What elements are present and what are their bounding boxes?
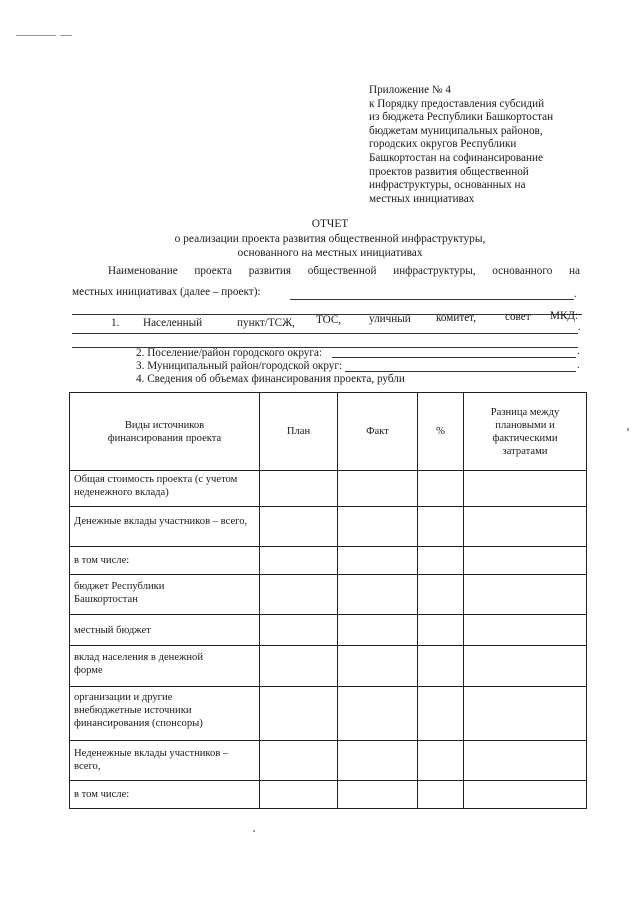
row-label: Денежные вклады участников – всего,: [70, 507, 260, 547]
row-label: Общая стоимость проекта (с учетом неденежного вклада): [70, 471, 260, 507]
table-row: [70, 575, 587, 615]
appendix-line: местных инициативах: [369, 192, 475, 205]
appendix-line: городских округов Республики: [369, 138, 517, 151]
cell-plan[interactable]: [260, 615, 338, 646]
scan-mark-top-left: [16, 35, 56, 36]
table-row: [70, 646, 587, 687]
cell-difference[interactable]: [464, 687, 587, 741]
item-1-word: ТОС,: [316, 314, 342, 326]
report-title: ОТЧЕТ: [311, 218, 349, 230]
cell-difference[interactable]: [464, 471, 587, 507]
scan-mark-right: [627, 428, 629, 431]
settlement-field[interactable]: [72, 333, 578, 334]
cell-fact[interactable]: [338, 471, 418, 507]
cell-percent[interactable]: [418, 575, 464, 615]
cell-plan[interactable]: [260, 471, 338, 507]
project-name-dot: .: [574, 289, 577, 300]
appendix-block: [369, 84, 599, 206]
table-row: [70, 547, 587, 575]
item-3-label: 3. Муниципальный район/городской округ:: [136, 360, 343, 372]
row-label: бюджет Республики Башкортостан: [70, 575, 260, 615]
cell-percent[interactable]: [418, 615, 464, 646]
table-row: [70, 507, 587, 547]
item-4-label: 4. Сведения об объемах финансирования проекта, рубли: [136, 373, 405, 385]
cell-percent[interactable]: [418, 507, 464, 547]
cell-plan[interactable]: [260, 575, 338, 615]
item-1-number: 1.: [111, 317, 120, 329]
appendix-line: бюджетам муниципальных районов,: [369, 124, 543, 137]
district-dot: .: [577, 346, 580, 357]
appendix-line: к Порядку предоставления субсидий: [369, 97, 545, 110]
cell-plan[interactable]: [260, 507, 338, 547]
cell-fact[interactable]: [338, 615, 418, 646]
table-row: [70, 781, 587, 809]
item-1-word: пункт/ТСЖ,: [237, 317, 295, 329]
project-name-line-1: Наименование проекта развития общественной инфраструктуры, основанного на: [108, 265, 580, 277]
appendix-line: Приложение № 4: [369, 84, 451, 96]
cell-fact[interactable]: [338, 507, 418, 547]
table-row: [70, 615, 587, 646]
cell-percent[interactable]: [418, 781, 464, 809]
appendix-line: проектов развития общественной: [369, 165, 529, 178]
header-difference: Разница между плановыми и фактическими затратами: [464, 393, 587, 471]
row-label: Неденежные вклады участников – всего,: [70, 741, 260, 781]
appendix-line: Башкортостан на софинансирование: [369, 151, 543, 164]
scan-mark-bottom: [253, 830, 255, 832]
district-field[interactable]: [332, 357, 576, 358]
cell-fact[interactable]: [338, 687, 418, 741]
report-subtitle-2: основанного на местных инициативах: [237, 247, 423, 259]
row-label: вклад населения в денежной форме: [70, 646, 260, 687]
cell-percent[interactable]: [418, 471, 464, 507]
cell-difference[interactable]: [464, 575, 587, 615]
item-1-word: МКД:: [550, 310, 579, 322]
cell-plan[interactable]: [260, 741, 338, 781]
appendix-line: из бюджета Республики Башкортостан: [369, 111, 554, 124]
cell-plan[interactable]: [260, 781, 338, 809]
row-label: в том числе:: [70, 781, 260, 809]
cell-percent[interactable]: [418, 741, 464, 781]
financing-table: [69, 392, 587, 809]
cell-difference[interactable]: [464, 547, 587, 575]
appendix-line: инфраструктуры, основанных на: [369, 179, 526, 192]
scan-mark-top-left-2: [60, 35, 72, 36]
header-plan: План: [260, 393, 338, 471]
cell-fact[interactable]: [338, 575, 418, 615]
cell-percent[interactable]: [418, 687, 464, 741]
cell-difference[interactable]: [464, 646, 587, 687]
cell-plan[interactable]: [260, 547, 338, 575]
cell-fact[interactable]: [338, 547, 418, 575]
cell-fact[interactable]: [338, 646, 418, 687]
cell-fact[interactable]: [338, 741, 418, 781]
settlement-dot: .: [578, 322, 581, 333]
row-label: в том числе:: [70, 547, 260, 575]
table-header-row: [70, 393, 587, 471]
cell-percent[interactable]: [418, 547, 464, 575]
header-percent: %: [418, 393, 464, 471]
header-fact: Факт: [338, 393, 418, 471]
cell-percent[interactable]: [418, 646, 464, 687]
cell-difference[interactable]: [464, 741, 587, 781]
municipality-dot: .: [577, 360, 580, 371]
cell-difference[interactable]: [464, 781, 587, 809]
municipality-field[interactable]: [345, 371, 576, 372]
table-row: [70, 471, 587, 507]
project-name-field[interactable]: [290, 299, 574, 300]
item-1-word: совет: [505, 311, 531, 323]
row-label: организации и другие внебюджетные источники финансирования (спонсоры): [70, 687, 260, 741]
report-subtitle-1: о реализации проекта развития общественной инфраструктуры,: [174, 233, 486, 245]
cell-difference[interactable]: [464, 615, 587, 646]
item-1-word: уличный: [369, 313, 411, 325]
project-name-line-2: местных инициативах (далее – проект):: [72, 286, 261, 298]
item-1-word: Населенный: [143, 317, 203, 329]
cell-plan[interactable]: [260, 646, 338, 687]
cell-difference[interactable]: [464, 507, 587, 547]
item-1-word: комитет,: [436, 312, 477, 324]
cell-plan[interactable]: [260, 687, 338, 741]
cell-fact[interactable]: [338, 781, 418, 809]
table-row: [70, 687, 587, 741]
item-2-label: 2. Поселение/район городского округа:: [136, 347, 323, 359]
table-row: [70, 741, 587, 781]
row-label: местный бюджет: [70, 615, 260, 646]
header-sources: Виды источников финансирования проекта: [70, 393, 260, 471]
